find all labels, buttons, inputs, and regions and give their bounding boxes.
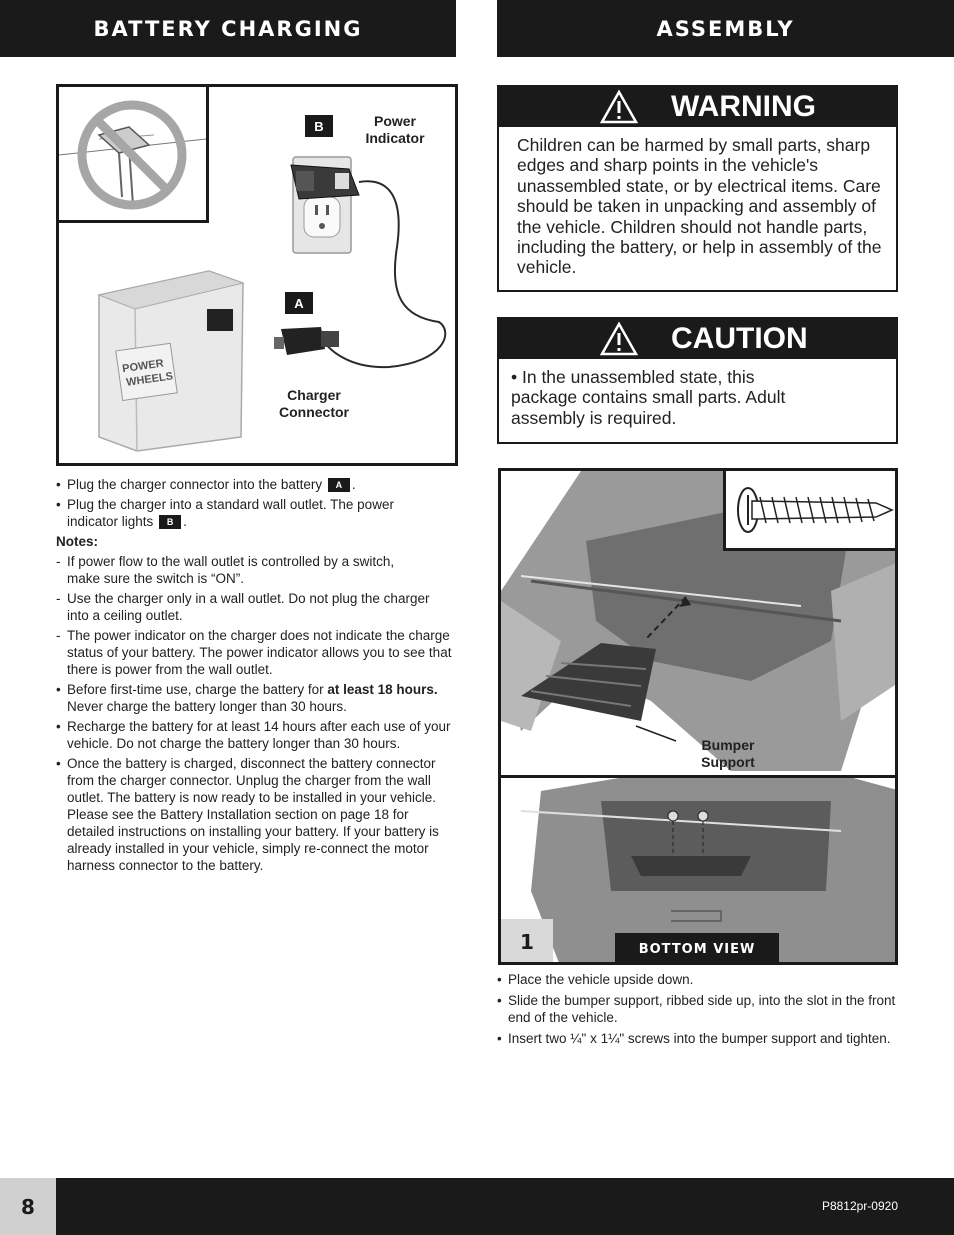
caution-text: • In the unassembled state, this package contains small parts. Adult assembly is required. [511, 367, 786, 428]
inline-tag-a: A [328, 478, 350, 492]
charger-connector-label: Charger Connector [279, 387, 349, 420]
figure-divider [501, 775, 898, 778]
warning-triangle-icon [599, 87, 643, 127]
section-header-assembly: ASSEMBLY [497, 0, 954, 57]
notes-heading: Notes: [56, 534, 99, 549]
section-header-battery-charging: BATTERY CHARGING [0, 0, 456, 57]
warning-box [497, 85, 898, 292]
charging-instructions [56, 476, 458, 877]
warning-title: WARNING [671, 90, 816, 123]
tag-a: A [285, 292, 313, 314]
warning-header [499, 87, 896, 127]
caution-header [499, 319, 896, 359]
assembly-step-1: • Place the vehicle upside down. [497, 972, 694, 987]
note-2: - Use the charger only in a wall outlet. Do not plug the charger into a ceiling outlet. [56, 591, 430, 623]
caution-title: CAUTION [671, 322, 808, 355]
svg-text:WHEELS: WHEELS [125, 370, 174, 389]
assembly-step-3: • Insert two ¼" x 1¼" screws into the bumper support and tighten. [497, 1031, 891, 1046]
caution-triangle-icon [599, 319, 643, 359]
svg-text:POWER: POWER [121, 357, 165, 376]
note-1: - If power flow to the wall outlet is controlled by a switch, make sure the switch is “ON”. [56, 554, 395, 586]
battery-charging-figure [56, 84, 458, 466]
assembly-instructions [497, 971, 917, 1051]
assembly-step-2: • Slide the bumper support, ribbed side up, into the slot in the front end of the vehicle. [497, 993, 896, 1025]
step-number-badge: 1 [501, 919, 553, 965]
charging-step-2: • Plug the charger into a standard wall outlet. The power indicator lights B . [56, 497, 394, 529]
power-indicator-label: Power Indicator [365, 113, 425, 146]
screw-icon [726, 471, 898, 548]
bumper-support-label: Bumper Support [701, 737, 755, 770]
charging-step-3: • Before first-time use, charge the battery for at least 18 hours. Never charge the battery longer than 30 hours. [56, 682, 438, 714]
note-3: - The power indicator on the charger does not indicate the charge status of your battery. The power indicator allows you to see that there is power from the wall outlet. [56, 628, 452, 677]
charging-step-4: • Recharge the battery for at least 14 hours after each use of your vehicle. Do not charge the battery longer than 30 hours. [56, 719, 451, 751]
caution-box [497, 317, 898, 444]
page-footer [0, 1178, 954, 1235]
charging-step-5: • Once the battery is charged, disconnect the battery connector from the charger connector. Unplug the charger from the wall outlet. The battery is now ready to be installed in your vehicle. Please see the Battery Installation section on page 18 for detailed instructions on installing your battery. If your battery is already installed in your vehicle, simply re-connect the motor harness connector to the battery. [56, 756, 439, 873]
inline-tag-b: B [159, 515, 181, 529]
screw-inset [723, 471, 898, 551]
warning-text: Children can be harmed by small parts, sharp edges and sharp points in the vehicle's unassembled state, or by electrical items. Care should be taken in unpacking and assembly of the vehicle. Children should not handle parts, including the battery, or help in assembly of the vehicle. [517, 135, 882, 278]
bottom-view-label: BOTTOM VIEW [615, 933, 779, 965]
charging-step-1: • Plug the charger connector into the battery A . [56, 477, 356, 492]
assembly-figure [498, 468, 898, 965]
page-number: 8 [0, 1178, 56, 1235]
tag-b: B [305, 115, 333, 137]
document-code: P8812pr-0920 [821, 1199, 898, 1213]
